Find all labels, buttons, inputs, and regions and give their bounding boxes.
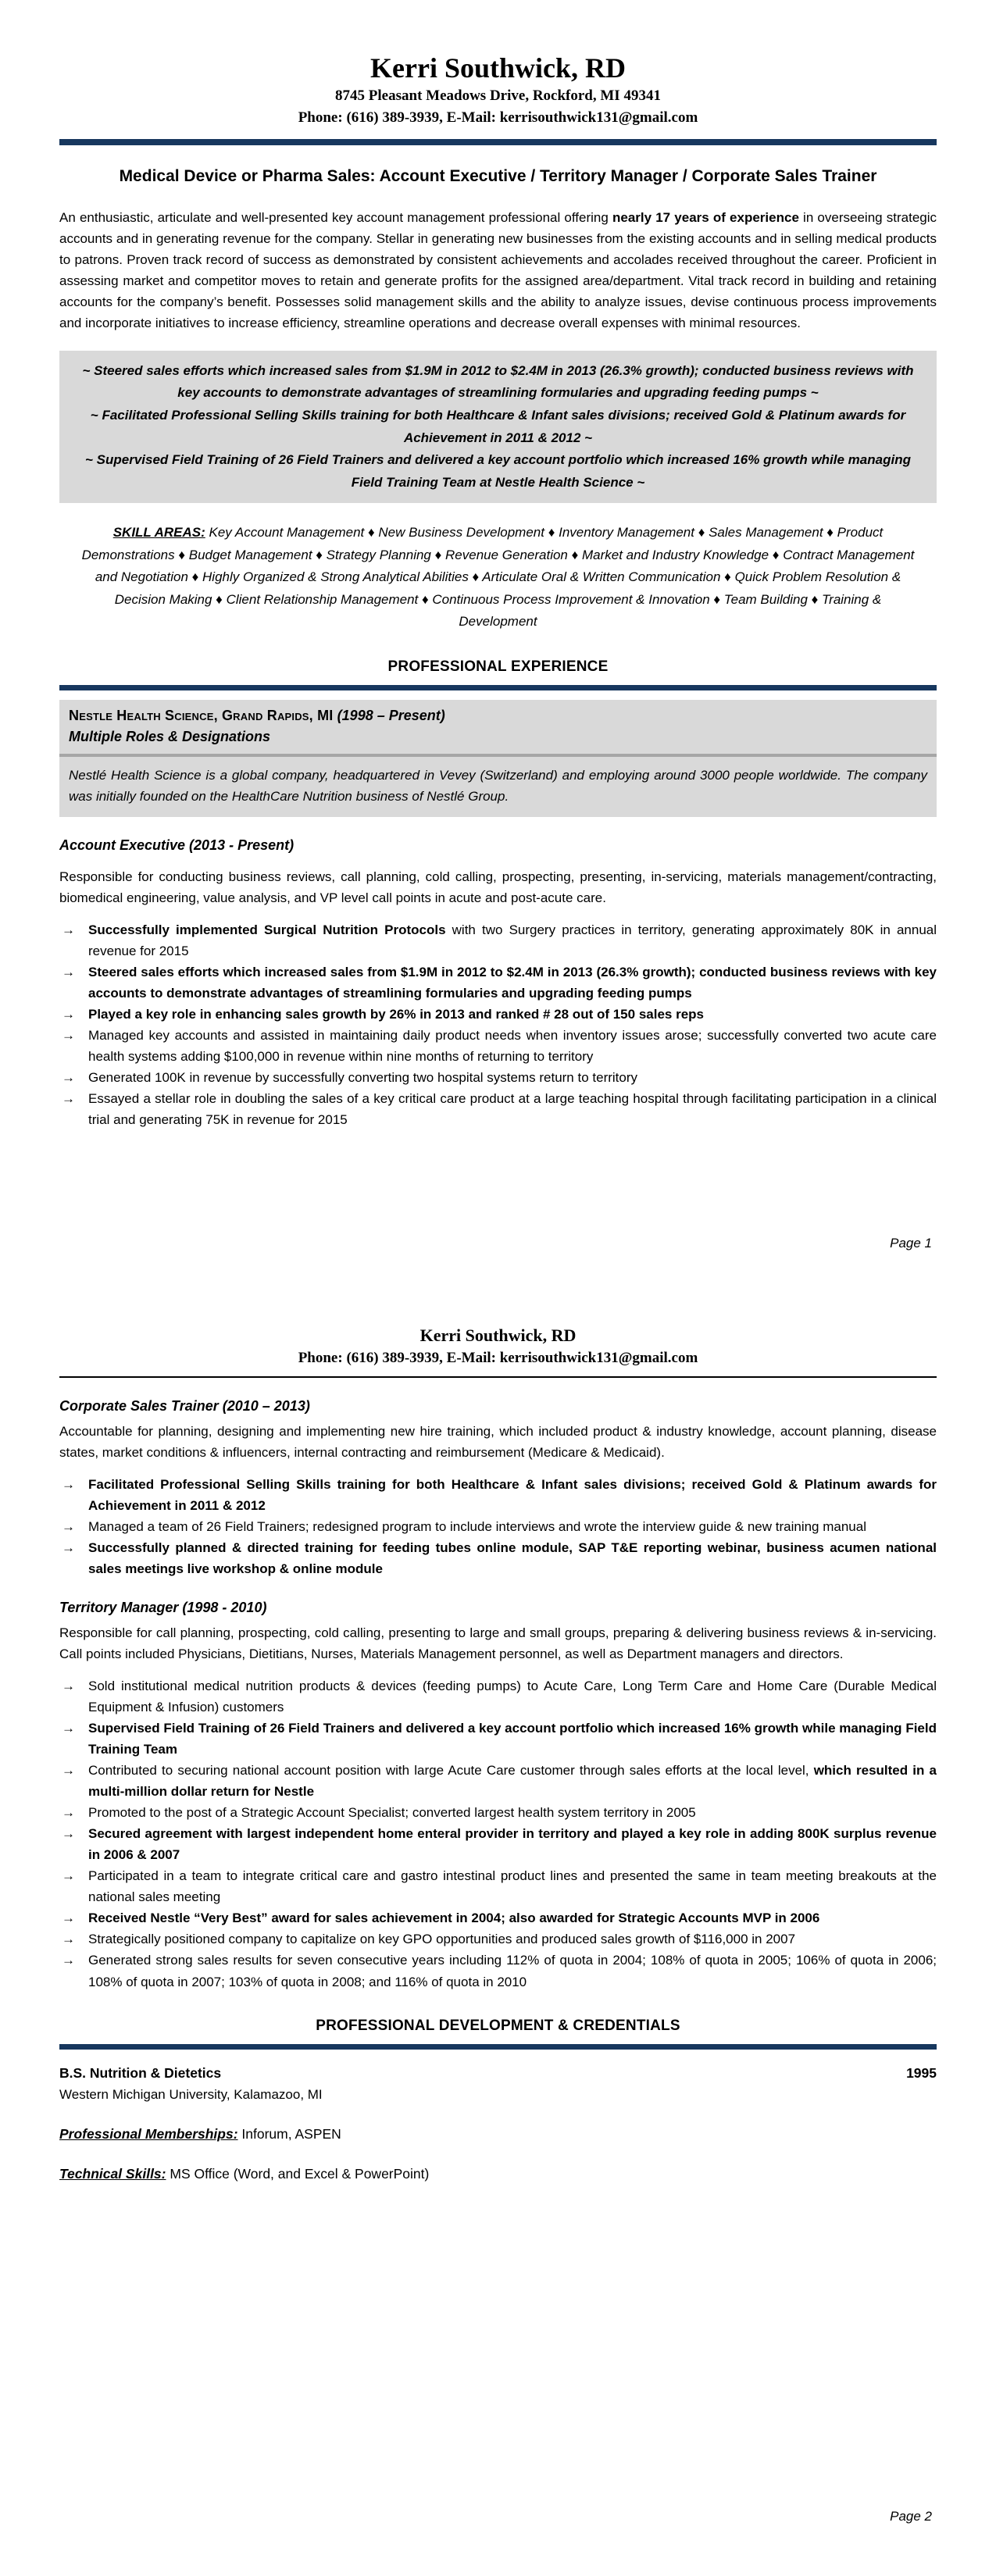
- bullet-item: [59, 1907, 937, 1928]
- memberships-value: Inforum, ASPEN: [237, 2125, 341, 2142]
- company-divider: [59, 754, 937, 757]
- company-dates: (1998 – Present): [337, 707, 445, 723]
- role-title: Territory Manager (1998 - 2010): [59, 1600, 267, 1616]
- bullet-item: [59, 1760, 937, 1802]
- role-territory-manager: [59, 1600, 937, 1992]
- header-divider-rule-page2: [59, 1376, 937, 1378]
- arrow-bullet-icon: →: [62, 1070, 75, 1086]
- text-segment: Participated in a team to integrate critical care and gastro intestinal product lines and presented the same in team meeting breakouts at the national sales meeting: [88, 1868, 937, 1905]
- company-description: Nestlé Health Science is a global company, headquartered in Vevey (Switzerland) and employing around 3000 people worldwide. The company was initially founded on the HealthCare Nutrition business of Nestlé Group.: [69, 767, 927, 805]
- skill-areas-label: SKILL AREAS:: [112, 525, 205, 541]
- company-line: [69, 705, 927, 726]
- section-heading-professional-experience: PROFESSIONAL EXPERIENCE: [387, 658, 609, 675]
- text-segment: Facilitated Professional Selling Skills training for both Healthcare & Infant sales divisions; received Gold & Platinum awards for Achievement in 2011 & 2012: [88, 1477, 937, 1514]
- page-number: Page 1: [890, 1236, 932, 1251]
- bullet-text: [88, 962, 937, 1004]
- bullet-text: [88, 1025, 937, 1067]
- page-number: Page 2: [890, 2509, 932, 2524]
- bullet-item: [59, 1516, 937, 1537]
- bullet-list: [59, 1474, 937, 1579]
- role-title: Account Executive (2013 - Present): [59, 837, 295, 853]
- candidate-name: Kerri Southwick, RD: [370, 52, 626, 84]
- text-segment: Secured agreement with largest independent home enteral provider in territory and played a key role in adding 800K surplus revenue in 2006 & 2007: [88, 1826, 937, 1863]
- text-segment: Played a key role in enhancing sales growth by 26% in 2013 and ranked # 28 out of 150 sales reps: [88, 1007, 704, 1022]
- company-subtitle: Multiple Roles & Designations: [69, 728, 271, 744]
- bullet-item: [59, 1474, 937, 1516]
- text-segment: Contributed to securing national account position with large Acute Care customer through sales efforts at the local level,: [88, 1763, 814, 1779]
- candidate-address: 8745 Pleasant Meadows Drive, Rockford, MI 49341: [335, 87, 661, 105]
- skill-areas-list: Key Account Management ♦ New Business Development ♦ Inventory Management ♦ Sales Management ♦ Product Demonstrations ♦ Budget Management ♦ Strategy Planning ♦ Revenue Generation ♦ Market and Industry Knowledge ♦ Contract Management and Negotiation ♦ Highly Organized & Strong Analytical Abilities ♦ Articulate Oral & Written Communication ♦ Quick Problem Resolution & Decision Making ♦ Client Relationship Management ♦ Continuous Process Improvement & Innovation ♦ Team Building ♦ Training & Development: [81, 525, 915, 630]
- bullet-item: [59, 1067, 937, 1088]
- bullet-item: [59, 1865, 937, 1907]
- bullet-text: [88, 1516, 937, 1537]
- section-divider-rule: [59, 2044, 937, 2050]
- technical-skills-value: MS Office (Word, and Excel & PowerPoint): [166, 2165, 430, 2182]
- header-divider-rule: [59, 139, 937, 145]
- text-segment: with two Surgery practices in territory, generating approximately 80K in annual revenue for 2015: [88, 922, 937, 959]
- bullet-text: [88, 1067, 937, 1088]
- memberships-label: Professional Memberships:: [59, 2125, 238, 2142]
- candidate-phone-email: Phone: (616) 389-3939, E-Mail: kerrisouthwick131@gmail.com: [298, 109, 698, 126]
- text-segment: ~ Steered sales efforts which increased sales from $1.9M in 2012 to $2.4M in 2013 (26.3% growth); conducted business reviews with key accounts to demonstrate advantages of streamlining formularies and upgrading feeding pumps ~: [82, 362, 914, 401]
- arrow-bullet-icon: →: [62, 1028, 75, 1044]
- arrow-bullet-icon: →: [62, 1519, 75, 1535]
- bullet-item: [59, 1025, 937, 1067]
- bullet-list: [59, 1675, 937, 1992]
- arrow-bullet-icon: →: [62, 1868, 75, 1884]
- company-name: Nestle Health Science, Grand Rapids, MI: [69, 707, 337, 723]
- text-segment: Generated strong sales results for seven consecutive years including 112% of quota in 2004; 108% of quota in 2005; 106% of quota in 2006; 108% of quota in 2007; 103% of quota in 2008; and 116% of quota in 2010: [88, 1953, 937, 1989]
- arrow-bullet-icon: →: [62, 922, 75, 938]
- summary-paragraph: [59, 207, 937, 334]
- arrow-bullet-icon: →: [62, 1540, 75, 1556]
- highlight-item: [72, 405, 924, 449]
- candidate-name-page2: Kerri Southwick, RD: [419, 1325, 577, 1345]
- bullet-text: [88, 1907, 937, 1928]
- text-segment: An enthusiastic, articulate and well-presented key account management professional offering: [59, 209, 612, 225]
- technical-skills-label: Technical Skills:: [59, 2165, 166, 2182]
- bullet-item: [59, 1823, 937, 1865]
- text-segment: ~ Supervised Field Training of 26 Field Trainers and delivered a key account portfolio which increased 16% growth while managing Field Training Team: [85, 452, 911, 490]
- bullet-item: [59, 1675, 937, 1718]
- bullet-text: [88, 1537, 937, 1579]
- text-segment: at Nestle Health Science ~: [476, 474, 645, 490]
- text-segment: Promoted to the post of a Strategic Account Specialist; converted largest health system territory in 2005: [88, 1805, 696, 1821]
- arrow-bullet-icon: →: [62, 1953, 75, 1968]
- bullet-text: [88, 1088, 937, 1130]
- target-role-title: Medical Device or Pharma Sales: Account Executive / Territory Manager / Corporate Sales Trainer: [119, 167, 877, 186]
- resume-page-1: [0, 0, 996, 1281]
- highlight-item: [72, 449, 924, 494]
- arrow-bullet-icon: →: [62, 1911, 75, 1926]
- education-year: 1995: [906, 2064, 937, 2081]
- key-achievements-box: [59, 351, 937, 503]
- arrow-bullet-icon: →: [62, 1679, 75, 1694]
- section-divider-rule: [59, 685, 937, 690]
- company-header-box: [59, 700, 937, 817]
- skill-areas: [59, 522, 937, 633]
- role-summary: Responsible for call planning, prospecting, cold calling, presenting to large and small groups, preparing & delivering business reviews & in-servicing. Call points included Physicians, Dietitians, Nurses, Materials Management personnel, as well as Department managers and directors.: [59, 1625, 937, 1662]
- technical-skills: [59, 2166, 937, 2182]
- bullet-item: [59, 1928, 937, 1950]
- bullet-text: [88, 1004, 937, 1025]
- bullet-text: [88, 919, 937, 962]
- resume-page-2: [0, 1281, 996, 2576]
- text-segment: Received Nestle “Very Best” award for sales achievement in 2004; also awarded for Strategic Accounts MVP in 2006: [88, 1911, 820, 1926]
- text-segment: ~ Facilitated Professional Selling Skills training for both Healthcare & Infant sales divisions; received Gold & Platinum awards for Achievement in 2011 & 2012 ~: [90, 408, 906, 445]
- role-title: Corporate Sales Trainer (2010 – 2013): [59, 1398, 310, 1415]
- role-summary: Responsible for conducting business reviews, call planning, cold calling, prospecting, presenting, in-servicing, materials management/contracting, biomedical engineering, value analysis, and VP level call points in acute and post-acute care.: [59, 869, 937, 906]
- text-segment: nearly 17 years of experience: [612, 209, 799, 225]
- education-degree: B.S. Nutrition & Dietetics: [59, 2064, 222, 2081]
- arrow-bullet-icon: →: [62, 1091, 75, 1107]
- bullet-item: [59, 919, 937, 962]
- bullet-text: [88, 1474, 937, 1516]
- text-segment: Generated 100K in revenue by successfully converting two hospital systems return to territory: [88, 1070, 638, 1086]
- arrow-bullet-icon: →: [62, 1805, 75, 1821]
- text-segment: which resulted in a multi-million dollar return for Nestle: [88, 1763, 937, 1800]
- text-segment: Successfully implemented Surgical Nutrition Protocols: [88, 922, 446, 938]
- bullet-text: [88, 1928, 937, 1950]
- text-segment: Strategically positioned company to capitalize on key GPO opportunities and produced sales growth of $116,000 in 2007: [88, 1932, 796, 1947]
- arrow-bullet-icon: →: [62, 1763, 75, 1779]
- arrow-bullet-icon: →: [62, 965, 75, 980]
- role-account-executive: [59, 837, 937, 1130]
- professional-memberships: [59, 2126, 937, 2143]
- text-segment: Managed key accounts and assisted in maintaining daily product needs when inventory issues arose; successfully converted two acute care health systems adding $100,000 in revenue within nine months of returning to territory: [88, 1028, 937, 1065]
- bullet-text: [88, 1865, 937, 1907]
- text-segment: Managed a team of 26 Field Trainers; redesigned program to include interviews and wrote the interview guide & new training manual: [88, 1519, 866, 1535]
- bullet-text: [88, 1823, 937, 1865]
- text-segment: Steered sales efforts which increased sales from $1.9M in 2012 to $2.4M in 2013 (26.3% growth); conducted business reviews with key accounts to demonstrate advantages of streamlining formularies and upgrading feeding pumps: [88, 965, 937, 1001]
- text-segment: Supervised Field Training of 26 Field Trainers and delivered a key account portfolio which increased 16% growth while managing Field Training Team: [88, 1721, 937, 1757]
- text-segment: Essayed a stellar role in doubling the sales of a key critical care product at a large teaching hospital through facilitating participation in a clinical trial and generating 75K in revenue for 2015: [88, 1091, 937, 1128]
- bullet-item: [59, 1537, 937, 1579]
- bullet-item: [59, 1088, 937, 1130]
- section-heading-professional-development: PROFESSIONAL DEVELOPMENT & CREDENTIALS: [316, 2017, 680, 2034]
- education-row: [59, 2065, 937, 2082]
- bullet-item: [59, 1718, 937, 1760]
- arrow-bullet-icon: →: [62, 1826, 75, 1842]
- education-school: Western Michigan University, Kalamazoo, MI: [59, 2086, 323, 2102]
- bullet-text: [88, 1802, 937, 1823]
- highlight-item: [72, 360, 924, 405]
- bullet-item: [59, 1004, 937, 1025]
- bullet-item: [59, 1802, 937, 1823]
- bullet-text: [88, 1675, 937, 1718]
- bullet-item: [59, 962, 937, 1004]
- text-segment: Sold institutional medical nutrition products & devices (feeding pumps) to Acute Care, Long Term Care and Home Care (Durable Medical Equipment & Infusion) customers: [88, 1679, 937, 1715]
- arrow-bullet-icon: →: [62, 1932, 75, 1947]
- arrow-bullet-icon: →: [62, 1477, 75, 1493]
- arrow-bullet-icon: →: [62, 1007, 75, 1022]
- bullet-text: [88, 1950, 937, 1992]
- role-corporate-sales-trainer: [59, 1398, 937, 1579]
- arrow-bullet-icon: →: [62, 1721, 75, 1736]
- bullet-item: [59, 1950, 937, 1992]
- bullet-text: [88, 1760, 937, 1802]
- role-summary: Accountable for planning, designing and implementing new hire training, which included product & industry knowledge, account planning, disease states, market conditions & influencers, internal contracting and reimbursement (Medicare & Medicaid).: [59, 1424, 937, 1461]
- text-segment: in overseeing strategic accounts and in generating revenue for the company. Stellar in generating new businesses from the existing accounts and in selling medical products to patrons. Proven track record of success as demonstrated by consistent achievements and accolades received throughout the career. Proficient in assessing market and competitor moves to retain and generate profits for the assigned area/department. Vital track record in building and retaining accounts for the company’s benefit. Possesses solid management skills and the ability to analyze issues, devise continuous process improvements and incorporate initiatives to increase efficiency, streamline operations and decrease overall expenses with minimal resources.: [59, 209, 937, 330]
- bullet-list: [59, 919, 937, 1130]
- bullet-text: [88, 1718, 937, 1760]
- candidate-phone-email-page2: Phone: (616) 389-3939, E-Mail: kerrisouthwick131@gmail.com: [298, 1349, 698, 1366]
- text-segment: Successfully planned & directed training for feeding tubes online module, SAP T&E reporting webinar, business acumen national sales meetings live workshop & online module: [88, 1540, 937, 1577]
